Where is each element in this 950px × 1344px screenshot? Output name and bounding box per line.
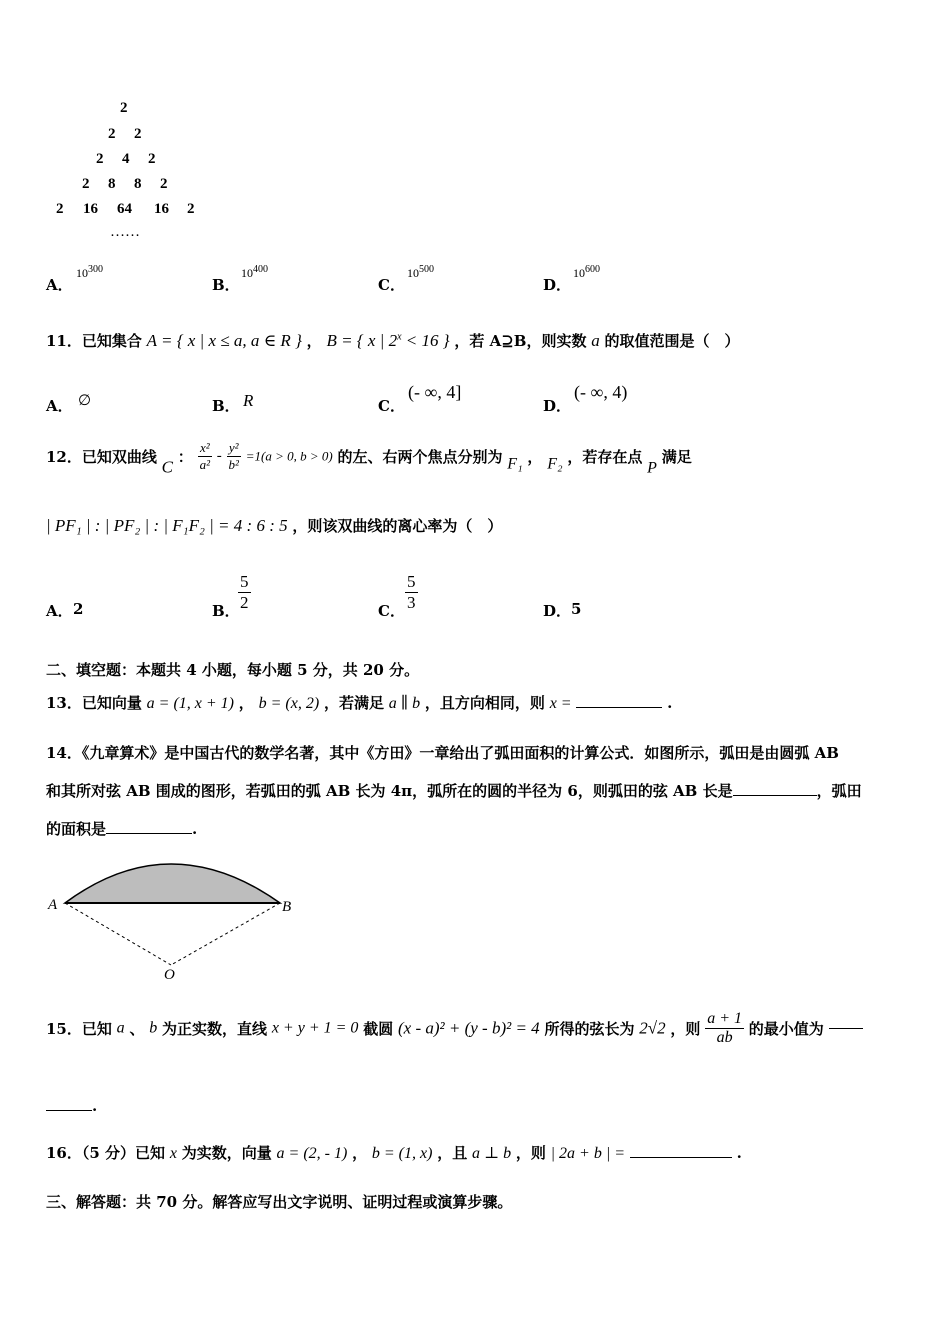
q14-area-blank[interactable]: [106, 833, 192, 834]
q12-mid2: ，若存在点: [567, 448, 643, 466]
point-o-label: O: [164, 967, 175, 983]
q15-mid: 为正实数，直线: [162, 1020, 268, 1038]
q12-stem: [46, 440, 692, 478]
option-label: C．: [378, 602, 405, 620]
q16-expression: | 2a + b | =: [550, 1145, 626, 1162]
q16-mid2: ，且: [437, 1144, 468, 1162]
section-2-heading: 二、填空题：本题共 4 小题，每小题 5 分，共 20 分。: [46, 661, 420, 679]
q15-line2: [46, 1097, 97, 1115]
section-3-heading: 三、解答题：共 70 分。解答应写出文字说明、证明过程或演算步骤。: [46, 1193, 513, 1211]
q13-mid2: ，且方向相同，则: [424, 694, 545, 712]
option-value: $10^{300}$: [76, 264, 103, 280]
q15-mid3: 所得的弦长为: [544, 1020, 635, 1038]
option-value: (- ∞, 4): [574, 382, 628, 402]
q12-f2: F₂: [547, 455, 563, 473]
option-label: D．: [543, 397, 572, 415]
q12-mid: 的左、右两个焦点分别为: [337, 448, 503, 466]
q16-mid3: ，则: [515, 1144, 546, 1162]
triangle-cell: 8: [108, 176, 116, 192]
q13-parallel: a ∥ b: [388, 695, 421, 712]
q12-minus: -: [216, 448, 222, 464]
triangle-cell: 2: [120, 100, 128, 116]
q12-equation: =1(a > 0, b > 0): [245, 448, 333, 464]
q11-comma: ，: [306, 332, 322, 350]
q13-vector-a: a = (1, x + 1): [146, 695, 235, 712]
q12-line2: [46, 515, 502, 536]
triangle-cell: 2: [108, 126, 116, 142]
option-value: 5: [571, 600, 582, 618]
arc-field-figure: [40, 845, 310, 985]
option-label: A．: [46, 397, 73, 415]
q13-comma: ，: [238, 694, 254, 712]
q16-stem: [46, 1142, 742, 1163]
q16-comma: ，: [352, 1144, 368, 1162]
point-b-label: B: [282, 899, 292, 915]
triangle-cell: 2: [160, 176, 168, 192]
triangle-cell: 2: [56, 201, 64, 217]
q16-end: .: [736, 1144, 742, 1162]
q16-prefix: 16．（5 分）已知: [46, 1144, 166, 1162]
radius-ob: [171, 903, 280, 965]
q15-answer-blank-part1[interactable]: [829, 1028, 863, 1029]
q11-stem: [46, 330, 740, 351]
q12-suffix: 满足: [661, 448, 692, 466]
q13-mid: ，若满足: [323, 694, 384, 712]
q16-mid: 为实数，向量: [181, 1144, 272, 1162]
q15-suffix: 的最小值为: [748, 1020, 824, 1038]
option-label: C．: [378, 276, 405, 294]
q11-prefix: 11．已知集合: [46, 332, 142, 350]
q14-line3-end: .: [192, 820, 198, 838]
option-fraction: $\frac{5}{2}$: [240, 572, 249, 612]
q12-prefix: 12．已知双曲线: [46, 448, 157, 466]
q11-set-a: A = { x | x ≤ a, a ∈ R }: [146, 331, 302, 350]
q12-f1: F₁: [507, 455, 523, 473]
q15-end: .: [92, 1097, 98, 1115]
q15-stem: [46, 1010, 863, 1047]
q14-line3: [46, 818, 197, 839]
q13-prefix: 13．已知向量: [46, 694, 142, 712]
q13-end: .: [667, 694, 673, 712]
q12-frac-x: $\frac{\text{x²}}{\text{a²}}$: [199, 440, 210, 472]
option-label: C．: [378, 397, 405, 415]
q12-ratio: | PF₁ | : | PF₂ | : | F₁F₂ | = 4 : 6 : 5: [46, 516, 288, 535]
radius-oa: [65, 903, 171, 965]
q14-line2-tail: ，弧田: [816, 782, 862, 800]
q15-line-eq: x + y + 1 = 0: [271, 1019, 359, 1037]
q13-answer-blank[interactable]: [576, 707, 662, 708]
q12-frac-y: $\frac{\text{y²}}{\text{b²}}$: [228, 440, 239, 472]
q14-line3-text: 的面积是: [46, 820, 107, 838]
point-a-label: A: [48, 897, 58, 913]
q16-answer-blank[interactable]: [630, 1157, 732, 1158]
option-label: D．: [543, 276, 572, 294]
option-label: B．: [212, 602, 240, 620]
q15-mid2: 截圆: [363, 1020, 394, 1038]
option-label: D．: [543, 602, 572, 620]
option-value: $10^{500}$: [407, 264, 434, 280]
option-value: 2: [73, 600, 84, 618]
triangle-ellipsis: ……: [110, 224, 140, 240]
q15-circle-eq: (x - a)² + (y - b)² = 4: [397, 1018, 540, 1038]
option-value: ∅: [78, 393, 92, 409]
option-value: R: [243, 391, 254, 410]
triangle-cell: 2: [96, 151, 104, 167]
triangle-cell: 2: [148, 151, 156, 167]
q13-vector-b: b = (x, 2): [258, 695, 320, 712]
q14-chord-blank[interactable]: [733, 795, 817, 796]
q16-perpendicular: a ⊥ b: [472, 1145, 512, 1162]
q16-vector-a: a = (2, - 1): [276, 1145, 348, 1162]
q16-x: x: [169, 1145, 177, 1162]
triangle-cell: 64: [117, 201, 132, 217]
q13-stem: [46, 692, 672, 713]
triangle-cell: 16: [83, 201, 98, 217]
q11-var: a: [591, 331, 600, 350]
q14-line2-text: 和其所对弦 AB 围成的图形，若弧田的弧 AB 长为 4π，弧所在的圆的半径为 6，则弧田的弦 AB 长是: [46, 782, 733, 800]
option-label: B．: [212, 397, 240, 415]
q15-a: a: [116, 1019, 125, 1037]
q11-suffix: 的取值范围是（ ）: [604, 332, 740, 350]
option-fraction: $\frac{5}{3}$: [407, 572, 416, 612]
q15-answer-blank-part2[interactable]: [46, 1110, 92, 1111]
option-label: A．: [46, 602, 73, 620]
q15-chord-length: 2√2: [639, 1018, 666, 1038]
q11-set-b: B = { x | $2^x < 16$ }: [326, 331, 450, 350]
q15-fraction: $\frac{a + 1}{ab}$: [707, 1010, 742, 1046]
triangle-cell: 16: [154, 201, 169, 217]
q16-vector-b: b = (1, x): [371, 1145, 433, 1162]
q12-curve: C: [161, 457, 173, 477]
option-label: B．: [212, 276, 240, 294]
option-value: $10^{400}$: [241, 264, 268, 280]
q12-colon: ：: [177, 448, 193, 466]
q11-condition: ，若 A⊇B，则实数: [454, 332, 587, 350]
option-value: (- ∞, 4]: [408, 382, 462, 402]
q12-line2-suffix: ，则该双曲线的离心率为（ ）: [292, 517, 503, 535]
q13-x: x =: [549, 695, 572, 712]
arc-segment-shape: [65, 864, 280, 903]
option-value: $10^{600}$: [573, 264, 600, 280]
triangle-cell: 2: [134, 126, 142, 142]
triangle-cell: 2: [187, 201, 195, 217]
q14-line1: 14．《九章算术》是中国古代的数学名著，其中《方田》一章给出了弧田面积的计算公式．如图所示，弧田是由圆弧 AB: [46, 744, 839, 762]
option-label: A．: [46, 276, 73, 294]
q15-mid4: ，则: [670, 1020, 701, 1038]
triangle-cell: 4: [122, 151, 130, 167]
triangle-cell: 8: [134, 176, 142, 192]
q12-sep: ，: [527, 448, 543, 466]
q15-b: b: [149, 1019, 158, 1037]
q15-prefix: 15．已知: [46, 1020, 112, 1038]
triangle-cell: 2: [82, 176, 90, 192]
q15-dun: 、: [129, 1020, 145, 1038]
q14-line2: [46, 780, 862, 801]
q12-point-p: P: [647, 459, 657, 477]
